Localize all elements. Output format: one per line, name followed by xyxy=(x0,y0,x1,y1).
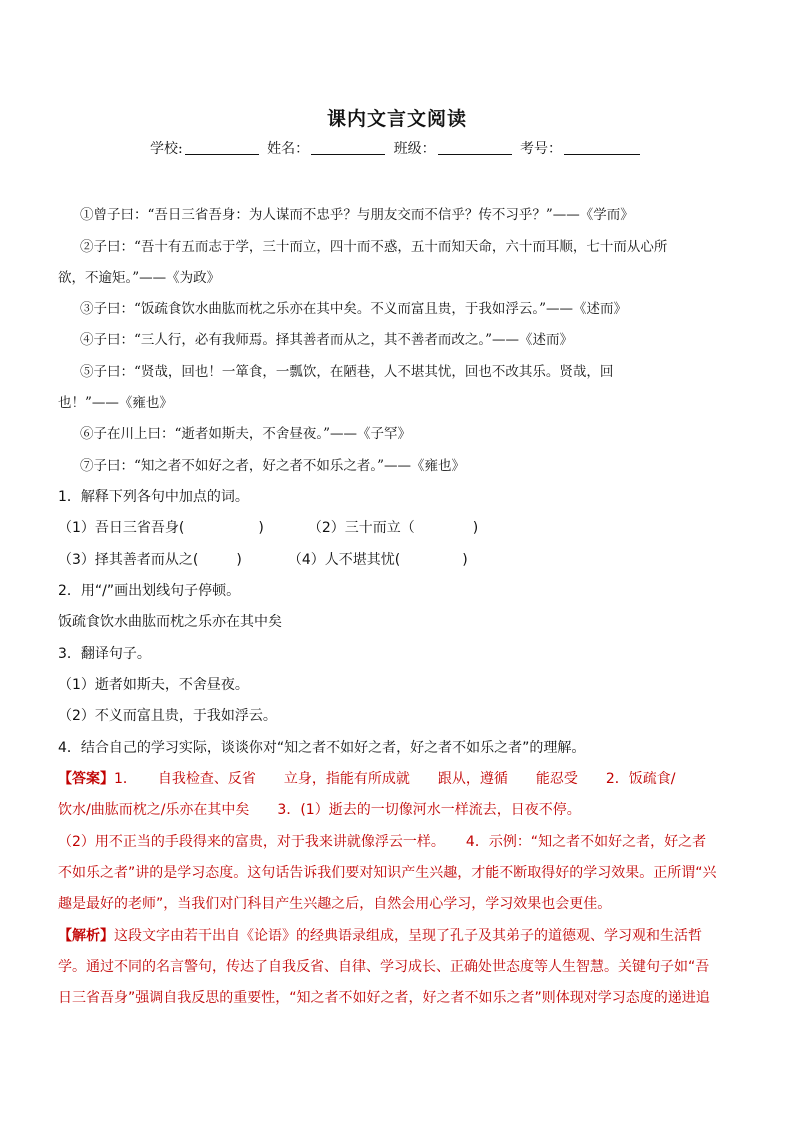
passage-7: ⑦子曰：“知之者不如好之者，好之者不如乐之者。”——《雍也》 xyxy=(80,458,466,474)
question-2-text: 饭疏食饮水曲肱而枕之乐亦在其中矣 xyxy=(58,614,282,630)
answer-tag: 【答案】 xyxy=(58,771,114,787)
page-title: 课内文言文阅读 xyxy=(326,108,467,130)
analysis-tag: 【解析】 xyxy=(58,928,114,944)
question-2: 2．用“/”画出划线句子停顿。 xyxy=(58,583,241,599)
passage-1: ①曾子曰：“吾日三省吾身：为人谋而不忠乎？与朋友交而不信乎？传不习乎？”——《学而》 xyxy=(80,207,634,223)
q1-item-2: （2）三十而立（ xyxy=(307,520,415,536)
analysis-line-3: 日三省吾身”强调自我反思的重要性，“知之者不如好之者，好之者不如乐之者”则体现对学习态度的递进追 xyxy=(58,990,710,1006)
answer-line-1: 【答案】1． 自我检查、反省 立身，指能有所成就 跟从，遵循 能忍受 2．饭疏食/ xyxy=(58,771,676,787)
passage-5: ⑤子曰：“贤哉，回也！一箪食，一瓢饮，在陋巷，人不堪其忧，回也不改其乐。贤哉，回 xyxy=(80,364,614,380)
passage-5-cont: 也！”——《雍也》 xyxy=(58,395,173,411)
question-3-item-2: （2）不义而富且贵，于我如浮云。 xyxy=(58,708,277,724)
name-blank[interactable] xyxy=(311,140,385,155)
answer-line-5: 趣是最好的老师”，当我们对门科目产生兴趣之后，自然会用心学习，学习效果也会更佳。 xyxy=(58,896,612,912)
class-blank[interactable] xyxy=(438,140,512,155)
q1-item-3: （3）择其善者而从之( xyxy=(58,552,199,568)
answer-line-3: （2）用不正当的手段得来的富贵，对于我来讲就像浮云一样。 4．示例：“知之者不如好之者，好之者 xyxy=(58,834,707,850)
answer-line-4: 不如乐之者”讲的是学习态度。这句话告诉我们要对知识产生兴趣，才能不断取得好的学习效果。正所谓“兴 xyxy=(58,865,717,881)
school-label: 学校: xyxy=(149,141,183,157)
name-label: 姓名： xyxy=(267,141,310,157)
passage-2-cont: 欲，不逾矩。”——《为政》 xyxy=(58,270,221,286)
question-1: 1．解释下列各句中加点的词。 xyxy=(58,489,249,505)
analysis-line-2: 学。通过不同的名言警句，传达了自我反省、自律、学习成长、正确处世态度等人生智慧。关键句子如“吾 xyxy=(58,959,710,975)
analysis-line-1: 【解析】这段文字由若干出自《论语》的经典语录组成，呈现了孔子及其弟子的道德观、学习观和生活哲 xyxy=(58,928,702,944)
q1-item-1: （1）吾日三省吾身( xyxy=(58,520,185,536)
exam-number-blank[interactable] xyxy=(564,140,640,155)
passage-2: ②子曰：“吾十有五而志于学，三十而立，四十而不惑，五十而知天命，六十而耳顺，七十而从心所 xyxy=(80,239,668,255)
question-1-row-1: （1）吾日三省吾身( ) （2）三十而立（ ) xyxy=(58,520,479,536)
passage-4: ④子曰：“三人行，必有我师焉。择其善者而从之，其不善者而改之。”——《述而》 xyxy=(80,332,574,348)
exam-number-label: 考号： xyxy=(520,141,563,157)
answer-line-2: 饮水/曲肱而枕之/乐亦在其中矣 3．(1）逝去的一切像河水一样流去，日夜不停。 xyxy=(58,802,581,818)
question-4: 4．结合自己的学习实际，谈谈你对“知之者不如好之者，好之者不如乐之者”的理解。 xyxy=(58,740,586,756)
q1-item-4: （4）人不堪其忧( xyxy=(287,552,401,568)
student-info-line xyxy=(0,138,794,158)
passage-3: ③子曰：“饭疏食饮水曲肱而枕之乐亦在其中矣。不义而富且贵，于我如浮云。”——《述而》 xyxy=(80,301,628,317)
question-1-row-2: （3）择其善者而从之( ) （4）人不堪其忧( ) xyxy=(58,552,468,568)
passage-6: ⑥子在川上曰：“逝者如斯夫，不舍昼夜。”——《子罕》 xyxy=(80,426,412,442)
question-3: 3．翻译句子。 xyxy=(58,646,151,662)
class-label: 班级： xyxy=(393,141,436,157)
question-3-item-1: （1）逝者如斯夫，不舍昼夜。 xyxy=(58,677,249,693)
school-blank[interactable] xyxy=(185,140,259,155)
